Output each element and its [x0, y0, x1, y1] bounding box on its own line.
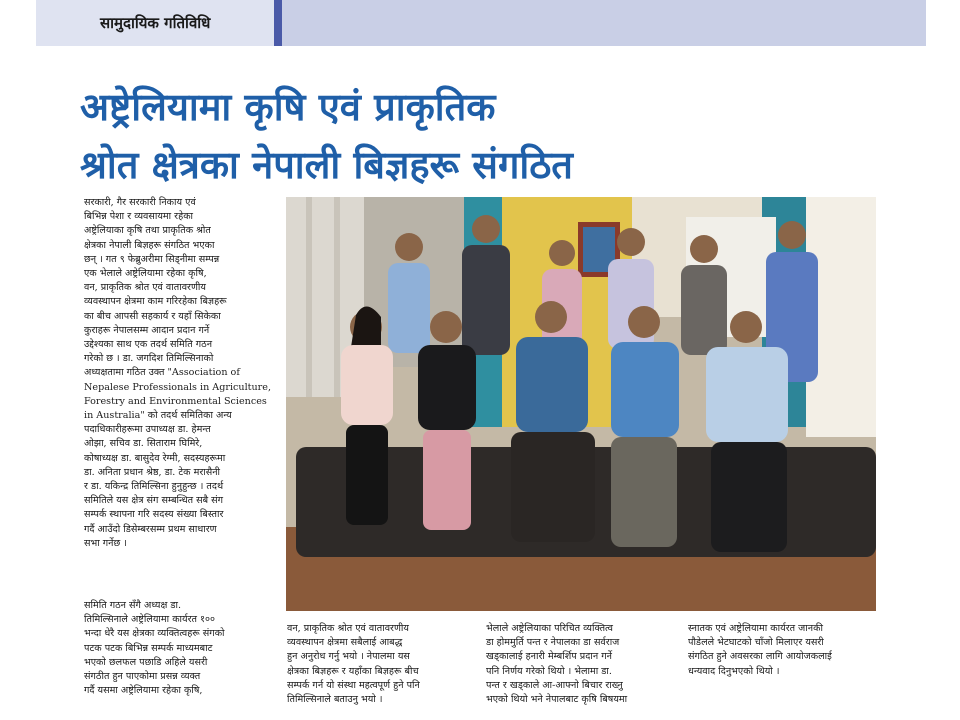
section-label-box	[36, 0, 276, 46]
article-column-3: भेलाले अष्ट्रेलियाका परिचित व्यक्तित्व डा होममुर्ति पन्त र नेपालका डा सर्वराज खड्कालाई हनारी मेम्बर्शिप प्रदान गर्ने पनि निर्णय गरेको थियो । भेलामा डा. पन्त र खड्काले आ-आफ्नो बिचार राख्नु भएको थियो भने नेपालबाट कृषि बिषयमा	[486, 623, 628, 706]
article-column-1-top: सरकारी, गैर सरकारी निकाय एवं बिभिन्न पेशा र व्यवसायमा रहेका अष्ट्रेलियाका कृषि तथा प्राकृतिक श्रोत क्षेत्रका नेपाली बिज्ञहरू संगठित भएका छन् । गत ९ फेब्रुअरीमा सिड्नीमा सम्पन्न एक भेलाले अष्ट्रेलियामा रहेका कृषि, वन, प्राकृतिक श्रोत एवं वातावरणीय व्यवस्थापन क्षेत्रमा काम गरिरहेका बिज्ञहरू का बीच आपसी सहकार्य र यहाँ सिकेका कुराहरू नेपालसम्म आदान प्रदान गर्ने उद्देश्यका साथ एक तदर्थ समिति गठन गरेको छ । डा. जगदिश तिमिल्सिनाको अध्यक्षतामा गठित उक्त "Association of Nepalese Professionals in Agriculture, Forestry and Environmental Sciences in Australia" को तदर्थ समितिका अन्य पदाधिकारीहरूमा उपाध्यक्ष डा. हेमन्त ओझा, सचिव डा. सिताराम घिमिरे, कोषाध्यक्ष डा. बासुदेव रेग्मी, सदस्यहरूमा डा. अनिता प्रधान श्रेष्ठ, डा. टेक मरासैनी र डा. यकिन्द्र तिमिल्सिना हुनुहुन्छ । तदर्थ समितिले यस क्षेत्र संग सम्बन्धित सबै संग सम्पर्क स्थापना गरि सदस्य संख्या बिस्तार गर्दै आउँदो डिसेम्बरसम्म प्रथम साधारण सभा गर्नेछ ।	[84, 197, 271, 549]
headline-line-1: अष्ट्रेलियामा कृषि एवं प्राकृतिक	[80, 85, 496, 129]
section-header-bar	[36, 0, 926, 46]
article-column-1-bottom: समिति गठन सँगै अध्यक्ष डा. तिमिल्सिनाले अष्ट्रेलियामा कार्यरत १०० भन्दा धेरै यस क्षेत्रका व्यक्तित्वहरू संगको पटक पटक बिभिन्न सम्पर्क माध्यमबाट भएको छलफल पछाडि अहिले यसरी संगठीत हुन पाएकोमा प्रसन्न व्यक्त गर्दै यसमा अष्ट्रेलियामा रहेका कृषि,	[84, 600, 225, 697]
section-accent-stripe	[274, 0, 282, 46]
group-photo	[286, 197, 876, 611]
article-column-4: स्नातक एवं अष्ट्रेलियामा कार्यरत जानकी पौडेलले भेटघाटको चाँजो मिलाएर यसरी संगठित हुने अवसरका लागि आयोजकलाई धन्यवाद दिनुभएको थियो ।	[688, 623, 832, 677]
article-column-2: वन, प्राकृतिक श्रोत एवं वातावरणीय व्यवस्थापन क्षेत्रमा सबैलाई आबद्ध हुन अनुरोध गर्नु भयो । नेपालमा यस क्षेत्रका बिज्ञहरू र यहाँका बिज्ञहरू बीच सम्पर्क गर्न यो संस्था महत्वपूर्ण हुने पनि तिमिल्सिनाले बताउनु भयो ।	[287, 623, 420, 706]
section-label: सामुदायिक गतिविधि	[100, 14, 211, 32]
headline-line-2: श्रोत क्षेत्रका नेपाली बिज्ञहरू संगठित	[80, 143, 573, 187]
article-headline	[80, 78, 900, 194]
